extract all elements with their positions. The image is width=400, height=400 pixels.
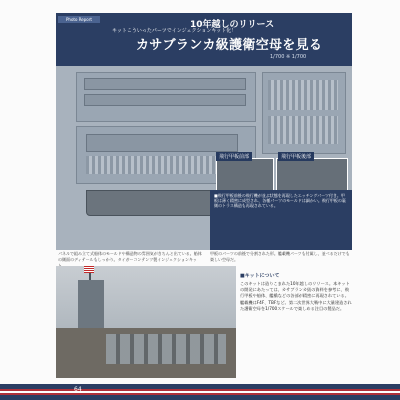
footer-stripe: [0, 395, 400, 400]
page-title: カサブランカ級護衛空母を見る: [136, 38, 323, 53]
kicker-text: キットこういったパーツでインジェクションキット化！: [112, 28, 237, 34]
small-parts: [86, 156, 236, 174]
kit-text: このキットは造りこまれた10年越しのリリース。本キットの開発にあたっては、カサブランカ級の資料を参考に、飛行甲板や船体、艦橋などの各部が精密に再現されている。艦載機はF4F、TBFなど。第二次世界大戦中に大量建造された護衛空母を1/700スケールで楽しめる注目の製品だ。: [240, 281, 352, 311]
body-text-left: パネルで組み立て式船体のモールドや構造物の雰囲気がきちんと出ている。船体の側面のディテールもしっかり。タイガーコンテンツ製インジェクションキッ: [58, 251, 202, 262]
kit-section: [240, 272, 352, 378]
series-label: 10年越しのリリース: [190, 20, 275, 30]
kit-heading: ■キットについて: [240, 273, 280, 279]
body-text-right: 甲板のパーツの前後で分割された形。艦載機パーツも付属し、並べるだけでも楽しい空母だ。: [210, 251, 350, 262]
page-number: 64: [74, 386, 82, 393]
flag-icon: [84, 266, 94, 273]
flight-deck-part: [84, 94, 246, 106]
zoom-label-front: 飛行甲板前部: [216, 152, 252, 161]
section-logo: Photo Report: [58, 16, 100, 23]
aircraft-parts: [268, 116, 338, 144]
ship-model-photo: [56, 266, 236, 378]
flight-deck-part: [84, 78, 246, 90]
aircraft-parts: [268, 80, 338, 110]
island-structure: [78, 280, 104, 330]
hangar-deck-part: [86, 134, 238, 152]
zoom-label-rear: 飛行甲板後部: [278, 152, 314, 161]
scale-label: 1/700 ※ 1/700: [270, 54, 307, 60]
photo-caption: ■飛行甲板前後の飛行機が並ぶ状態を再現したエッチングパーツ付き。甲板は薄く精密に成型され、各種パーツのモールドは細かい。飛行甲板の裏側のトラス構造も再現されている。: [210, 190, 352, 250]
aircraft-row: [106, 334, 226, 364]
